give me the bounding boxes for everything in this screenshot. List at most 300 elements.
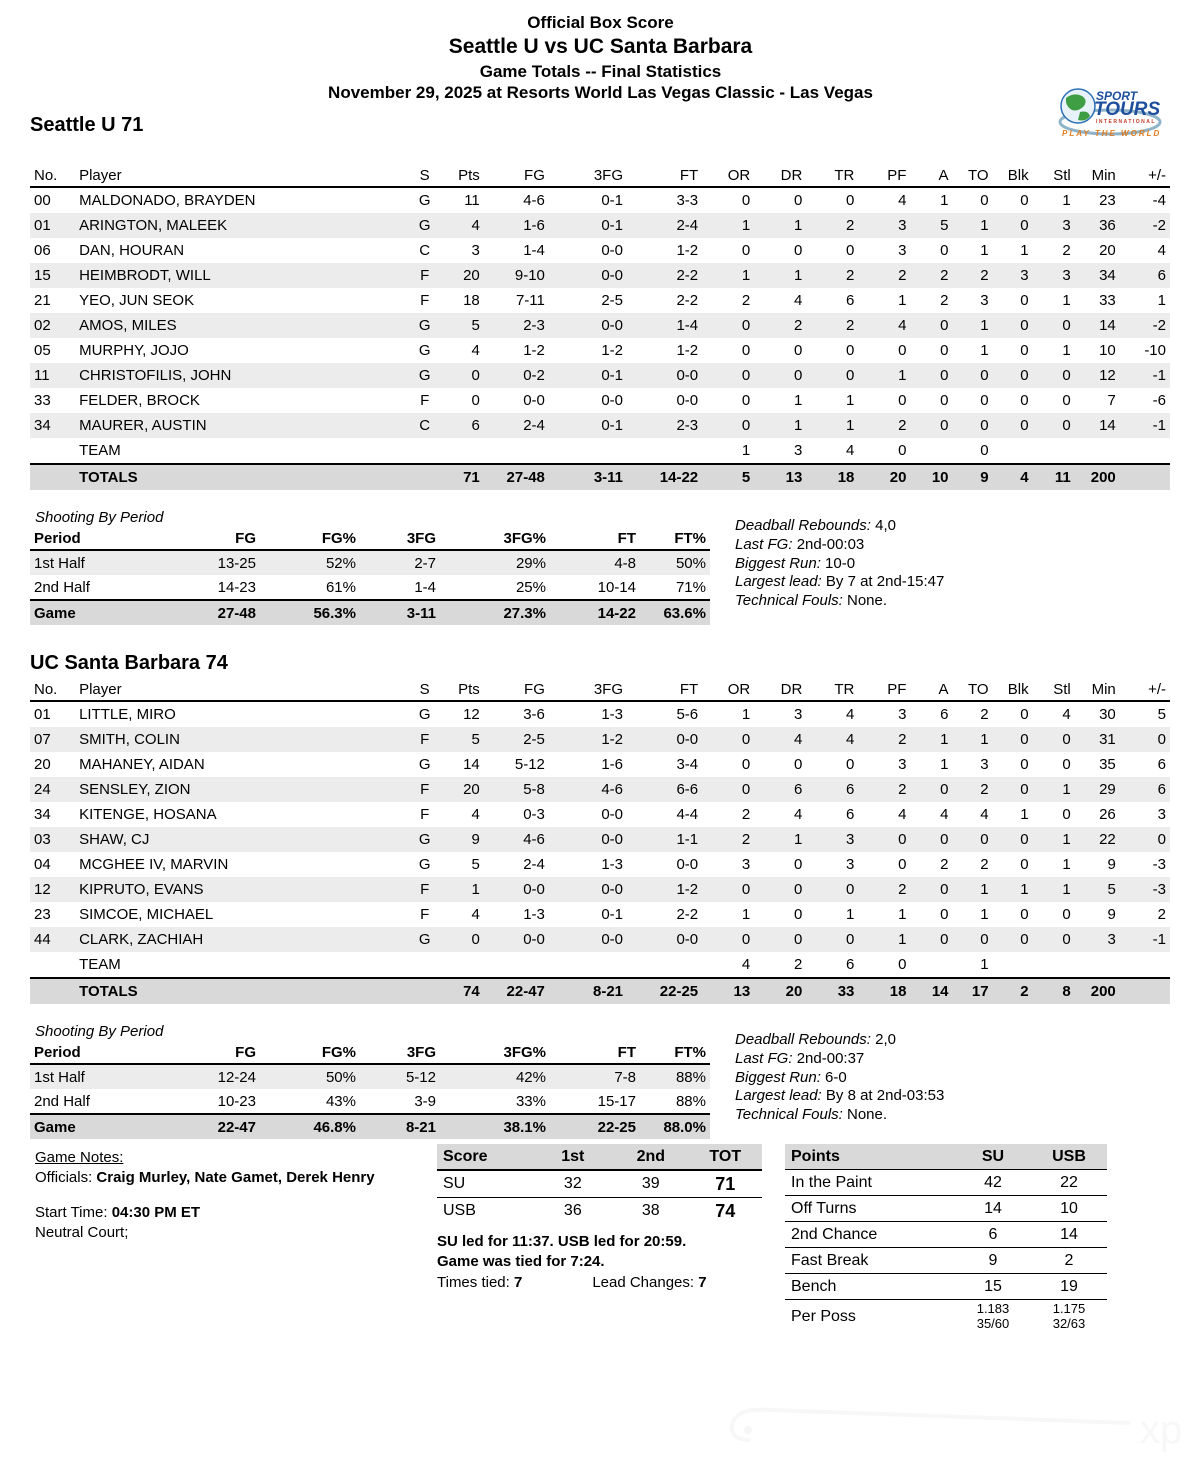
stat-cell: F <box>406 263 444 288</box>
shooting-cell: 56.3% <box>260 600 360 625</box>
stat-cell: 30 <box>1099 706 1116 723</box>
stat-cell: 0 <box>741 756 751 773</box>
stat-cell: 2-5 <box>601 292 624 309</box>
stat-column-header: Stl <box>1033 678 1075 701</box>
stat-cell: 2 <box>858 777 910 802</box>
score-1st: 32 <box>533 1170 613 1198</box>
points-cell: 1.175 32/63 <box>1052 1301 1086 1331</box>
stat-cell: 0 <box>741 392 751 409</box>
stat-cell: 12 <box>1075 363 1120 388</box>
stat-cell: 1-2 <box>523 342 545 359</box>
watermark <box>710 1385 1190 1460</box>
team-note-line: Deadball Rebounds: 2,0 <box>735 1031 896 1048</box>
stat-cell: G <box>406 313 444 338</box>
team-row <box>30 438 1170 464</box>
stat-cell: C <box>419 242 431 259</box>
stat-cell: 4 <box>993 464 1033 490</box>
shooting-cell: 3-9 <box>414 1092 436 1110</box>
player-row <box>30 263 1170 288</box>
stat-cell: 4-4 <box>676 806 699 823</box>
stat-cell: 0 <box>1033 413 1075 438</box>
points-row <box>785 1274 1107 1300</box>
stat-cell: ARINGTON, MALEEK <box>75 213 406 238</box>
stat-cell: 0-0 <box>549 927 627 952</box>
stat-cell: 74 <box>444 978 484 1004</box>
stat-cell: CHRISTOFILIS, JOHN <box>75 363 406 388</box>
stat-cell: 2 <box>993 978 1033 1004</box>
stat-cell: 3 <box>471 242 480 259</box>
stat-cell: 02 <box>30 313 75 338</box>
stat-cell: 5-6 <box>676 706 699 723</box>
stat-cell: 6-6 <box>627 777 702 802</box>
stat-cell: 0-0 <box>627 363 702 388</box>
stat-cell: 0 <box>940 342 949 359</box>
player-row <box>30 727 1170 752</box>
stat-cell <box>627 438 702 464</box>
points-cell: 2nd Chance <box>785 1222 955 1248</box>
svg-text:xp: xp <box>1140 1408 1183 1452</box>
stat-cell: 4 <box>846 442 855 459</box>
stat-cell: 0 <box>1020 192 1029 209</box>
report-type: Official Box Score <box>527 13 674 32</box>
stat-cell: 2-3 <box>627 413 702 438</box>
points-breakdown-table <box>785 1144 1107 1334</box>
stat-column-header: Stl <box>1033 164 1075 187</box>
stat-cell: 2 <box>953 777 993 802</box>
stat-cell: 18 <box>858 978 910 1004</box>
stat-cell: 9 <box>1107 856 1116 873</box>
stat-cell: 0 <box>858 827 910 852</box>
stat-cell: 3 <box>898 756 907 773</box>
stat-cell: AMOS, MILES <box>75 313 406 338</box>
stat-cell <box>627 952 702 978</box>
player-row <box>30 413 1170 438</box>
stat-column-header: TO <box>953 678 993 701</box>
stat-cell: 2-5 <box>484 727 549 752</box>
stat-cell: 6 <box>1120 777 1170 802</box>
stat-cell: 1-3 <box>523 906 545 923</box>
stat-cell: 1 <box>1062 342 1071 359</box>
stat-cell: 3 <box>741 856 751 873</box>
stat-cell: 3 <box>898 706 907 723</box>
stat-cell: 4 <box>754 727 806 752</box>
stat-cell: 0 <box>993 313 1033 338</box>
stat-column-header: 3FG <box>549 164 627 187</box>
game-notes-title: Game Notes: <box>35 1149 124 1166</box>
points-cell: Per Poss <box>791 1307 856 1325</box>
stat-cell: 3 <box>980 756 989 773</box>
stat-cell: 1 <box>846 906 855 923</box>
stat-cell: F <box>420 806 430 823</box>
shooting-cell: 63.6% <box>640 600 710 625</box>
shooting-cell: 46.8% <box>260 1114 360 1139</box>
stat-cell: 11 <box>30 363 75 388</box>
stat-cell: 13 <box>702 978 754 1004</box>
stat-cell: 5-8 <box>484 777 549 802</box>
stat-cell: 0 <box>980 192 989 209</box>
stat-cell: 0 <box>910 413 952 438</box>
stat-cell: 2 <box>858 877 910 902</box>
stat-cell: 3 <box>898 242 907 259</box>
shooting-column-header: FT% <box>640 527 710 550</box>
stat-cell: 20 <box>34 756 51 773</box>
stat-cell: 0 <box>846 756 855 773</box>
stat-cell: 0-0 <box>549 827 627 852</box>
shooting-cell: 27.3% <box>440 600 550 625</box>
shooting-cell: 42% <box>440 1064 550 1089</box>
stat-cell: 1 <box>793 392 803 409</box>
stat-cell: 0-0 <box>549 263 627 288</box>
shooting-column-header: FG% <box>260 1041 360 1064</box>
shooting-cell: 1st Half <box>30 550 160 575</box>
stat-cell: 1 <box>898 292 907 309</box>
seattle-shooting-table <box>30 527 710 625</box>
stat-cell: 1 <box>940 192 949 209</box>
player-row <box>30 827 1170 852</box>
stat-cell: 21 <box>34 292 51 309</box>
stat-cell: 5-12 <box>514 756 545 773</box>
stat-cell: 03 <box>30 827 75 852</box>
stat-cell: 18 <box>806 464 858 490</box>
stat-cell: 2-2 <box>676 906 699 923</box>
linescore-table <box>437 1144 762 1224</box>
stat-cell: 0-1 <box>601 906 624 923</box>
stat-cell: 35 <box>1099 756 1116 773</box>
shooting-cell: 1-4 <box>414 578 436 596</box>
stat-cell: 1 <box>1062 192 1071 209</box>
score-team: USB <box>443 1202 476 1219</box>
stat-cell: 24 <box>30 777 75 802</box>
stat-column-header: Player <box>75 164 406 187</box>
shooting-cell: 43% <box>325 1092 356 1110</box>
ties-and-lead-changes <box>437 1273 777 1293</box>
stat-cell: 0-0 <box>601 242 624 259</box>
stat-cell: 1-6 <box>484 213 549 238</box>
stat-cell <box>549 952 627 978</box>
stat-cell: 1 <box>1062 292 1071 309</box>
stat-cell: 6 <box>846 292 855 309</box>
stat-cell: 0 <box>741 242 751 259</box>
stat-cell: 01 <box>30 213 75 238</box>
stat-cell <box>30 464 75 490</box>
stat-cell: 9 <box>1107 906 1116 923</box>
shooting-column-header: FT% <box>640 1041 710 1064</box>
stat-cell: 3 <box>793 706 803 723</box>
stat-cell: 2 <box>741 292 751 309</box>
points-cell: 14 <box>1031 1222 1107 1248</box>
stat-cell: 0 <box>793 856 803 873</box>
shooting-cell: 7-8 <box>550 1064 640 1089</box>
stat-cell: 6 <box>846 806 855 823</box>
points-cell: 9 <box>955 1248 1031 1274</box>
shooting-column-header: 3FG% <box>440 1041 550 1064</box>
report-subtitle: Game Totals -- Final Statistics <box>479 61 722 81</box>
stat-cell: 2-2 <box>627 263 702 288</box>
player-row <box>30 363 1170 388</box>
stat-cell: 29 <box>1075 777 1120 802</box>
stat-cell: 1 <box>910 727 952 752</box>
stat-cell: 3 <box>980 292 989 309</box>
stat-column-header: PF <box>858 164 910 187</box>
sport-tours-logo <box>1058 84 1170 140</box>
stat-cell: 33 <box>34 392 51 409</box>
stat-cell: 2-4 <box>523 856 545 873</box>
stat-cell: 1-4 <box>627 313 702 338</box>
stat-cell: FELDER, BROCK <box>79 392 200 409</box>
stat-cell: 0 <box>846 192 855 209</box>
stat-cell <box>910 438 952 464</box>
stat-cell: 4 <box>793 806 803 823</box>
page-header <box>0 12 1201 104</box>
stat-cell: 71 <box>444 464 484 490</box>
stat-cell: 0 <box>754 363 806 388</box>
stat-cell: 1-1 <box>627 827 702 852</box>
stat-cell: G <box>406 363 444 388</box>
team-note-line: Technical Fouls: None. <box>735 1106 888 1123</box>
stat-cell: 3 <box>993 263 1033 288</box>
stat-column-header: Pts <box>444 164 484 187</box>
stat-cell: 5 <box>702 464 754 490</box>
stat-cell: 4 <box>980 806 989 823</box>
stat-cell: 4-6 <box>484 827 549 852</box>
score-column-header: 1st <box>533 1144 613 1170</box>
score-2nd: 39 <box>613 1170 688 1198</box>
stat-cell: -2 <box>1120 213 1170 238</box>
shooting-cell: 10-23 <box>217 1092 256 1110</box>
stat-cell: 0-0 <box>676 856 699 873</box>
stat-cell: 4 <box>846 706 855 723</box>
player-row <box>30 927 1170 952</box>
stat-cell: 1 <box>741 442 751 459</box>
stat-cell: 36 <box>1075 213 1120 238</box>
shooting-cell: 50% <box>260 1064 360 1089</box>
seattle-notes <box>735 517 1175 611</box>
stat-cell: 0 <box>993 777 1033 802</box>
shooting-cell: 14-23 <box>217 578 256 596</box>
stat-cell: 1 <box>953 727 993 752</box>
stat-cell: -1 <box>1120 363 1170 388</box>
stat-cell <box>406 952 444 978</box>
stat-cell: 1 <box>953 313 993 338</box>
stat-cell: 0 <box>1062 756 1071 773</box>
stat-cell: 3 <box>1075 927 1120 952</box>
stat-cell: 2-3 <box>484 313 549 338</box>
stat-cell: 4 <box>471 906 480 923</box>
stat-column-header: No. <box>30 164 75 187</box>
stat-column-header: Pts <box>444 678 484 701</box>
stat-cell: 1 <box>980 956 989 973</box>
stat-cell <box>549 438 627 464</box>
stat-cell: 1-6 <box>601 756 624 773</box>
stat-cell: 12 <box>30 877 75 902</box>
score-column-header: Score <box>437 1144 533 1170</box>
stat-column-header: +/- <box>1120 164 1170 187</box>
stat-column-header: FT <box>627 678 702 701</box>
stat-cell: 0-0 <box>523 392 545 409</box>
player-row <box>30 852 1170 877</box>
stat-cell: 2-4 <box>484 413 549 438</box>
stat-cell <box>1120 438 1170 464</box>
stat-cell: 31 <box>1075 727 1120 752</box>
stat-cell: 0 <box>444 927 484 952</box>
stat-cell: 23 <box>1099 192 1116 209</box>
stat-cell: 0 <box>898 856 907 873</box>
stat-column-header: Player <box>75 678 406 701</box>
stat-cell: 07 <box>30 727 75 752</box>
stat-cell: 0 <box>898 342 907 359</box>
svg-text:SPORT: SPORT <box>1096 89 1138 103</box>
stat-cell: SENSLEY, ZION <box>75 777 406 802</box>
stat-cell: 1-2 <box>627 877 702 902</box>
stat-cell: 14-22 <box>627 464 702 490</box>
stat-cell <box>1120 978 1170 1004</box>
shooting-cell: 2nd Half <box>34 1092 90 1110</box>
stat-cell: 20 <box>858 464 910 490</box>
stat-cell: 4 <box>471 806 480 823</box>
stat-cell: 1 <box>1033 877 1075 902</box>
stat-cell: TOTALS <box>75 464 406 490</box>
stat-cell: 0 <box>940 242 949 259</box>
stat-cell: 0 <box>793 242 803 259</box>
stat-cell <box>1033 438 1075 464</box>
shooting-cell: 4-8 <box>550 550 640 575</box>
player-row <box>30 877 1170 902</box>
stat-cell: 0 <box>910 313 952 338</box>
stat-cell: 1 <box>1157 292 1166 309</box>
stat-cell: 9-10 <box>484 263 549 288</box>
stat-cell: 1-2 <box>676 342 699 359</box>
stat-cell: 2 <box>858 413 910 438</box>
stat-cell: 3 <box>806 827 858 852</box>
stat-cell <box>1120 464 1170 490</box>
stat-cell: 1 <box>1033 777 1075 802</box>
matchup-title: Seattle U vs UC Santa Barbara <box>448 34 753 58</box>
game-notes <box>35 1148 415 1242</box>
stat-cell: 1 <box>940 756 949 773</box>
stat-cell: 0 <box>1062 392 1071 409</box>
shooting-cell: 71% <box>675 578 706 596</box>
stat-cell: 0-3 <box>523 806 545 823</box>
stat-cell: 1 <box>754 827 806 852</box>
stat-cell: 26 <box>1099 806 1116 823</box>
stat-cell: 44 <box>30 927 75 952</box>
stat-cell <box>1075 952 1120 978</box>
stat-cell: 1 <box>980 242 989 259</box>
stat-cell: G <box>418 756 431 773</box>
stat-cell: 0-0 <box>627 727 702 752</box>
stat-cell: 0-1 <box>601 192 624 209</box>
stat-cell: 7 <box>1107 392 1116 409</box>
stat-cell: 3 <box>1033 213 1075 238</box>
player-row <box>30 701 1170 727</box>
stat-cell: TEAM <box>79 442 121 459</box>
start-time-value: 04:30 PM ET <box>111 1204 201 1221</box>
stat-cell: 0 <box>993 827 1033 852</box>
stat-cell: 4 <box>793 292 803 309</box>
stat-cell: 15 <box>30 263 75 288</box>
score-header-row <box>437 1144 762 1170</box>
stat-cell: 8-21 <box>549 978 627 1004</box>
points-cell: 42 <box>955 1170 1031 1196</box>
points-cell: 10 <box>1031 1196 1107 1222</box>
stat-cell: 0-0 <box>484 877 549 902</box>
stat-column-header: FT <box>627 164 702 187</box>
shooting-cell: 2-7 <box>360 550 440 575</box>
shooting-period-row <box>30 575 710 600</box>
team-note-line: Largest lead: By 7 at 2nd-15:47 <box>735 573 945 591</box>
stat-cell: -4 <box>1152 192 1166 209</box>
stat-cell: 0-0 <box>549 313 627 338</box>
stat-cell: 9 <box>953 464 993 490</box>
stat-cell: 5 <box>1075 877 1120 902</box>
points-row <box>785 1222 1107 1248</box>
stat-cell: 0-0 <box>601 806 624 823</box>
stat-cell: F <box>420 392 430 409</box>
player-row <box>30 777 1170 802</box>
stat-cell: 0 <box>993 213 1033 238</box>
points-header-row <box>785 1144 1107 1170</box>
stat-cell: 1 <box>980 342 989 359</box>
stat-cell: G <box>406 927 444 952</box>
stat-cell: 2 <box>910 263 952 288</box>
stat-cell: 4 <box>1062 706 1071 723</box>
stat-cell: 1-3 <box>601 856 624 873</box>
stat-cell: 0 <box>993 927 1033 952</box>
lead-changes: Lead Changes: 7 <box>592 1273 707 1291</box>
stat-cell: 2 <box>858 727 910 752</box>
points-cell: In the Paint <box>785 1170 955 1196</box>
stat-cell: SMITH, COLIN <box>75 727 406 752</box>
stat-cell: -3 <box>1120 877 1170 902</box>
shooting-cell: 22-25 <box>550 1114 640 1139</box>
stat-cell: 2 <box>741 806 751 823</box>
stat-cell: MAURER, AUSTIN <box>75 413 406 438</box>
stat-cell <box>484 438 549 464</box>
team2-heading: UC Santa Barbara 74 <box>30 652 228 674</box>
shooting-cell: 15-17 <box>597 1092 636 1110</box>
stat-cell: 04 <box>34 856 51 873</box>
stat-column-header: FG <box>484 678 549 701</box>
ucsb-shooting-table <box>30 1041 710 1139</box>
times-tied: Times tied: 7 <box>437 1273 523 1291</box>
game-date-location: November 29, 2025 at Resorts World Las Vegas Classic - Las Vegas <box>328 83 873 103</box>
stat-cell: 10 <box>1099 342 1116 359</box>
stat-cell: 0 <box>1020 342 1029 359</box>
stat-cell: 0 <box>846 242 855 259</box>
stat-cell: 3-4 <box>676 756 699 773</box>
stat-cell: 0 <box>1120 827 1170 852</box>
stat-cell: 1 <box>993 877 1033 902</box>
stat-cell: 0 <box>702 413 754 438</box>
stat-cell: 14 <box>1075 313 1120 338</box>
shooting-column-header: FG <box>160 1041 260 1064</box>
stat-cell: 17 <box>953 978 993 1004</box>
totals-row <box>30 464 1170 490</box>
stat-cell: 2 <box>806 313 858 338</box>
stat-cell: 1 <box>858 363 910 388</box>
stat-cell: 4 <box>471 342 480 359</box>
led-line2: Game was tied for 7:24. <box>437 1253 605 1271</box>
points-row <box>785 1248 1107 1274</box>
stat-column-header: TO <box>953 164 993 187</box>
stat-cell: 3 <box>793 442 803 459</box>
stat-cell: 2 <box>1062 242 1071 259</box>
shooting-cell: 29% <box>440 550 550 575</box>
shooting-cell: 12-24 <box>160 1064 260 1089</box>
stat-cell: 5 <box>910 213 952 238</box>
lead-summary <box>437 1232 777 1293</box>
stat-cell: 1 <box>754 263 806 288</box>
